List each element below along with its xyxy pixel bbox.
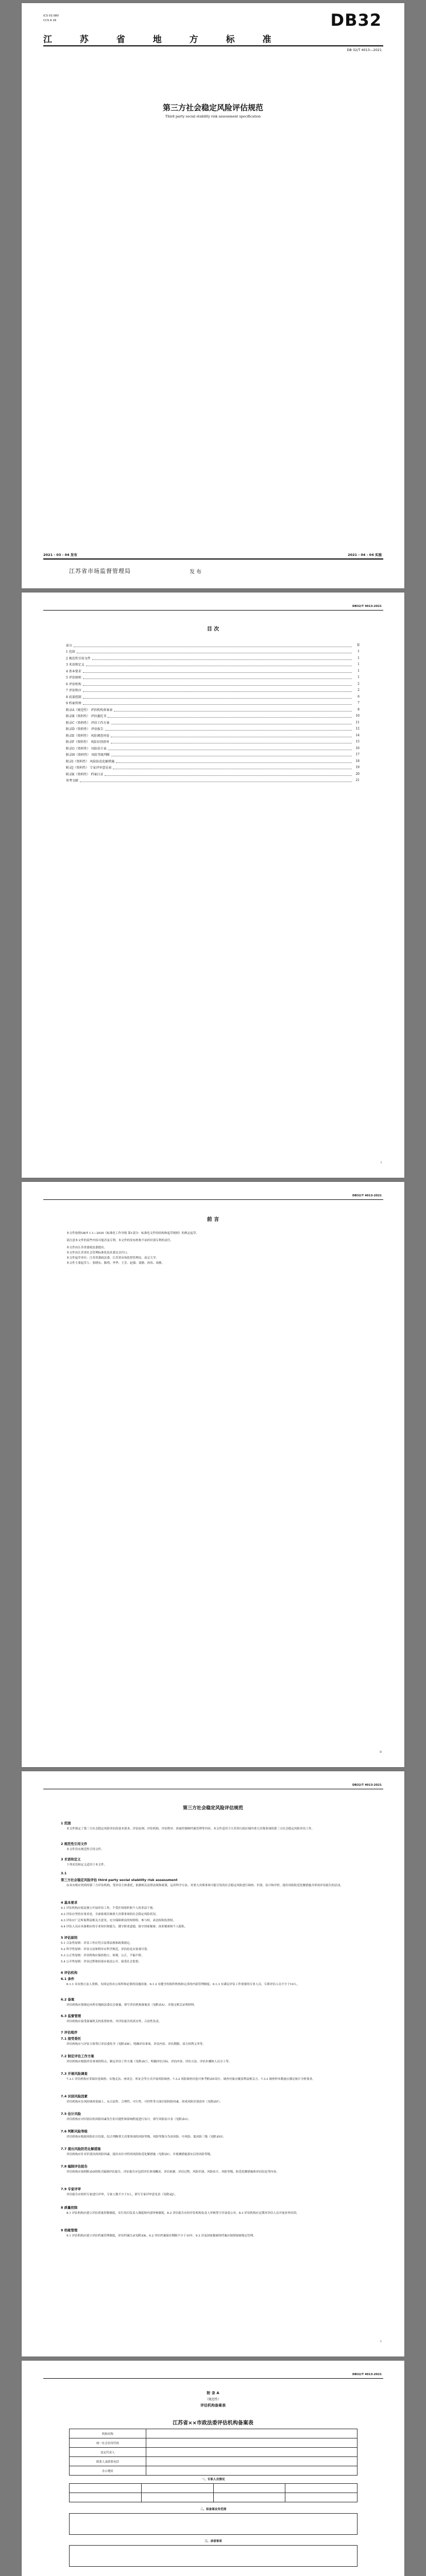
- toc-leader-dots: [83, 701, 352, 705]
- section-7-6-text: 评估机构应根据风险估计结果，综合判断重大决策事项的风险等级，风险等级分为高风险、中风险、低风险三级（见附录H）。: [66, 2136, 226, 2139]
- toc-entry[interactable]: [66, 777, 360, 784]
- blank-cell: [70, 2546, 357, 2567]
- section-6-3-text: 评估机构应接受备案机关的监督检查，对评估报告的真实性、合法性负责。: [66, 2020, 162, 2023]
- toc-entry-label: 附录G（资料性） 风险估计表: [66, 747, 107, 751]
- form-section-2: 二、拟备案业务范围: [200, 2508, 227, 2511]
- db-code: DB32: [330, 10, 382, 30]
- section-2-text: 本文件没有规范性引用文件。: [66, 1848, 104, 1851]
- toc-entry-label: 6 评估机构: [66, 682, 81, 686]
- section-6-3-heading: 6.3 监督管理: [61, 2014, 81, 2018]
- form-field-label: 办公地址: [70, 2466, 146, 2476]
- blank-cell: [213, 2484, 285, 2493]
- annex-type: （规范性）: [205, 2398, 221, 2401]
- section-1-heading: 1 范围: [61, 1821, 71, 1825]
- foreword-p4: 本文件由江苏省社会管理标准化技术委员会归口。: [66, 1251, 130, 1255]
- toc-entry-label: 附录I（资料性） 风险防范化解措施: [66, 759, 115, 764]
- toc-entry-page: 20: [355, 772, 360, 776]
- section-4-item-3: 4.3 评估应广泛听取利益相关方意见，充分保障群众的知情权、参与权、表达权和监督权。: [61, 1919, 176, 1922]
- section-7-2-heading: 7.2 制定评估工作方案: [61, 2054, 94, 2058]
- form-field-value[interactable]: [146, 2457, 357, 2466]
- toc-entry-page: II: [357, 643, 360, 647]
- body-page: [22, 1771, 404, 2357]
- section-6-1-heading: 6.1 条件: [61, 1977, 75, 1981]
- toc-entry-label: 附录H（资料性） 风险等级判断: [66, 753, 110, 757]
- toc-entry-page: 1: [357, 669, 360, 673]
- toc-entry-page: 10: [355, 714, 360, 718]
- section-7-5-text: 评估机构应对识别出的风险因素发生的可能性和影响程度进行估计，填写风险估计表（见附录G）。: [66, 2118, 192, 2121]
- page-header-code: DB32/T 4013-2021: [352, 1194, 382, 1197]
- toc-entry-label: 1 范围: [66, 650, 75, 654]
- toc-entry[interactable]: [66, 745, 360, 751]
- toc-leader-dots: [74, 643, 352, 647]
- toc-entry-page: 17: [355, 753, 360, 756]
- toc-leader-dots: [83, 682, 352, 686]
- standard-number: DB 32/T 4013—2021: [347, 48, 382, 52]
- toc-entry-page: 14: [355, 733, 360, 737]
- toc-entry-label: 附录D（资料性） 评估报告: [66, 727, 104, 731]
- publisher: 江苏省市场监督管理局: [69, 568, 131, 574]
- toc-entry[interactable]: [66, 771, 360, 777]
- blank-cell: [70, 2514, 357, 2535]
- annex-name: 评估机构备案表: [200, 2403, 226, 2408]
- section-3-text: 下列术语和定义适用于本文件。: [66, 1863, 107, 1867]
- section-9-heading: 9 档案管理: [61, 2228, 78, 2232]
- document-title-en: Third party social stability risk assessment specification: [165, 114, 261, 118]
- toc-entry-label: 前言: [66, 643, 73, 648]
- section-5-item-3: 5.3 公正性原则：评估机构应保持独立、客观、公正，不偏不倚。: [61, 1954, 144, 1957]
- section-3-1-text: 由具有相应资质的第三方评估机构，受评估主体委托，依据相关法律法规和政策，运用科学方法，对重大决策事项可能引发的社会稳定风险进行调查、识别、估计和评价，提出风险防范化解措施并形成评估报告的活动。: [66, 1884, 344, 1887]
- ics-code: ICS 03.080: [43, 14, 59, 18]
- document-title: 第三方社会稳定风险评估规范: [162, 103, 263, 112]
- toc-leader-dots: [111, 753, 352, 756]
- section-7-6-heading: 7.6 判断风险等级: [61, 2129, 88, 2133]
- section-5-heading: 5 评估原则: [61, 1936, 78, 1940]
- toc-leader-dots: [92, 656, 352, 660]
- foreword-p2: 请注意本文件的某些内容可能涉及专利。本文件的发布机构不承担识别专利的责任。: [66, 1239, 173, 1242]
- toc-leader-dots: [83, 669, 352, 673]
- section-6-heading: 6 评估机构: [61, 1971, 78, 1975]
- registration-form: [69, 2429, 357, 2476]
- toc-entry[interactable]: [66, 752, 360, 758]
- form-row: [70, 2457, 357, 2466]
- toc-entry[interactable]: [66, 655, 360, 661]
- form-section-3: 三、承诺事项: [205, 2540, 222, 2543]
- form-field-label: 统一社会信用代码: [70, 2438, 146, 2448]
- toc-entry-label: 5 评估原则: [66, 676, 81, 680]
- toc-entry[interactable]: [66, 693, 360, 700]
- foreword-page: [22, 1182, 404, 1767]
- section-5-item-4: 5.4 公开性原则：评估过程和结果应依法公开，接受社会监督。: [61, 1960, 142, 1963]
- toc-entry[interactable]: [66, 706, 360, 713]
- toc-entry[interactable]: [66, 719, 360, 725]
- form-title: 江苏省××市政法委评估机构备案表: [173, 2420, 253, 2426]
- toc-entry-label: 附录C（资料性） 评估工作方案: [66, 721, 110, 725]
- toc-entry-label: 4 基本要求: [66, 669, 81, 673]
- section-6-2-text: 评估机构应按规定向所在地政法委员会备案，填写评估机构备案表（见附录A），并提交相关证明材料。: [66, 2004, 197, 2007]
- publish-date: 2021 - 03 - 04 发布: [43, 553, 77, 557]
- publish-label: 发 布: [190, 569, 202, 575]
- toc-leader-dots: [111, 740, 352, 743]
- section-7-7-heading: 7.7 提出风险防范化解措施: [61, 2147, 101, 2151]
- form-row: [70, 2438, 357, 2448]
- section-4-item-1: 4.1 评估机构应依法独立开展评估工作，不受任何组织和个人的非法干预。: [61, 1907, 156, 1910]
- toc-entry[interactable]: [66, 732, 360, 738]
- body-title: 第三方社会稳定风险评估规范: [182, 1806, 243, 1811]
- toc-entry-page: 1: [357, 656, 360, 660]
- page-header-code: DB32/T 4013-2021: [352, 1784, 382, 1787]
- section-8-heading: 8 质量控制: [61, 2206, 78, 2210]
- foreword-p5: 本文件起草单位：江苏省委政法委、江苏省市场监督管理局、南京大学。: [66, 1257, 159, 1260]
- annex-a-page: [22, 2361, 404, 2576]
- toc-entry[interactable]: [66, 739, 360, 745]
- toc-entry-label: 附录B（资料性） 评估委托书: [66, 715, 107, 718]
- cover-rule-top: [43, 45, 383, 46]
- toc-entry-page: 21: [355, 778, 360, 782]
- blank-cell: [141, 2493, 213, 2502]
- toc-leader-dots: [108, 747, 352, 750]
- form-field-value[interactable]: [146, 2466, 357, 2476]
- section-3-heading: 3 术语和定义: [61, 1857, 81, 1861]
- section-2-heading: 2 规范性引用文件: [61, 1842, 88, 1846]
- form-field-value[interactable]: [146, 2438, 357, 2448]
- toc-entry-page: 2: [357, 682, 360, 686]
- toc-entry-page: 18: [355, 759, 360, 763]
- toc-entry[interactable]: [66, 726, 360, 732]
- toc-entry-label: 附录J（资料性） 专家评审意见表: [66, 766, 112, 770]
- toc-entry-page: 2: [357, 688, 360, 692]
- toc-entry-page: 12: [355, 727, 360, 731]
- toc-leader-dots: [80, 778, 352, 782]
- section-4-heading: 4 基本要求: [61, 1901, 78, 1905]
- section-6-1-text: 6.1.1 具有独立法人资格，有固定的办公场所和必要的设施设备。6.1.2 有健全的组织机构和完善的内部管理制度。6.1.3 有满足评估工作需要的专业人员，专职评估人员不少于10人。: [66, 1983, 300, 1986]
- page-number: 1: [380, 2340, 382, 2343]
- section-7-5-heading: 7.5 估计风险: [61, 2112, 81, 2116]
- toc-leader-dots: [111, 734, 352, 737]
- toc-entry-page: 16: [355, 746, 360, 750]
- implement-date: 2021 - 04 - 04 实施: [348, 553, 382, 557]
- toc-entry[interactable]: [66, 668, 360, 674]
- toc-entry[interactable]: [66, 681, 360, 687]
- toc-entry-page: 19: [355, 766, 360, 769]
- toc-entry-label: 3 术语和定义: [66, 663, 84, 667]
- toc-leader-dots: [113, 766, 352, 769]
- toc-leader-dots: [105, 772, 352, 776]
- section-6-2-heading: 6.2 备案: [61, 1997, 75, 2002]
- toc-entry[interactable]: [66, 649, 360, 655]
- section-4-item-4: 4.4 评估人员应具备相应的专业知识和能力，遵守职业道德，保守国家秘密、商业秘密和个人隐私。: [61, 1925, 188, 1928]
- form-scope-table: [69, 2513, 357, 2535]
- toc-entry-page: 11: [355, 720, 360, 724]
- header-rule: [43, 2378, 383, 2379]
- form-field-value[interactable]: [146, 2448, 357, 2457]
- toc-leader-dots: [105, 727, 352, 731]
- form-field-value[interactable]: [146, 2429, 357, 2438]
- toc-entry-label: 附录K（资料性） 档案目录: [66, 772, 104, 776]
- toc-leader-dots: [83, 695, 352, 699]
- form-commit-table: [69, 2545, 357, 2567]
- blank-cell: [141, 2484, 213, 2493]
- form-field-label: 机构名称: [70, 2429, 146, 2438]
- foreword-p1: 本文件按照GB/T 1.1—2020《标准化工作导则 第1部分：标准化文件的结构和起草规则》的规定起草。: [66, 1232, 199, 1235]
- toc-leader-dots: [86, 663, 352, 666]
- section-7-3-text: 7.3.1 评估机构应采取问卷调查、实地走访、座谈会、听证会等方式开展风险调查。7.3.2 风险调查问卷可参考附录E设计，调查对象应覆盖利益相关方。7.3.3 调查样本数量应满足统计分析要求。: [66, 2078, 315, 2081]
- form-row: [70, 2448, 357, 2457]
- blank-cell: [285, 2484, 357, 2493]
- toc-entry-label: 附录E（资料性） 风险调查问卷: [66, 734, 110, 738]
- blank-cell: [70, 2484, 142, 2493]
- annex-label: 附 录 A: [207, 2391, 219, 2395]
- foreword-p6: 本文件主要起草人：张晓东、陈明、李华、王芳、赵强、刘静、孙伟、周敏。: [66, 1262, 165, 1265]
- toc-entry-page: 8: [357, 707, 360, 711]
- toc-entry-label: 参考文献: [66, 779, 79, 783]
- blank-cell: [213, 2493, 285, 2502]
- section-7-4-heading: 7.4 识别风险因素: [61, 2094, 88, 2098]
- section-5-item-2: 5.2 科学性原则：评估方法和程序应科学规范，评估结论应客观可靠。: [61, 1948, 150, 1951]
- form-staff-table: [69, 2483, 357, 2502]
- toc-title: 目 次: [207, 626, 219, 632]
- toc-entry-label: 8 质量控制: [66, 695, 81, 699]
- section-7-heading: 7 评估程序: [61, 2030, 78, 2035]
- region-title: 江 苏 省 地 方 标 准: [43, 35, 284, 45]
- toc-entry[interactable]: [66, 700, 360, 706]
- toc-entry-label: 9 档案管理: [66, 702, 81, 705]
- foreword-title: 前 言: [207, 1217, 219, 1223]
- form-field-label: 法定代表人: [70, 2448, 146, 2457]
- toc-entry[interactable]: [66, 687, 360, 693]
- page-number: I: [381, 1161, 382, 1164]
- toc-entry-label: 附录F（资料性） 风险识别清单: [66, 740, 110, 744]
- toc-entry[interactable]: [66, 674, 360, 681]
- header-rule: [43, 1199, 383, 1200]
- section-3-1-number: 3.1: [61, 1871, 67, 1875]
- toc-leader-dots: [111, 721, 352, 724]
- foreword-p3: 本文件由江苏省委政法委提出。: [66, 1246, 107, 1249]
- section-7-3-heading: 7.3 开展风险调查: [61, 2072, 88, 2076]
- section-8-text: 8.1 评估机构应建立评估质量控制制度，实行项目负责人制度和内部审核制度。8.2 评估报告应经评估机构负责人审核签字并加盖公章。8.3 评估机构应定期对评估人员开展业务培训。: [66, 2212, 299, 2215]
- toc-entry[interactable]: [66, 713, 360, 719]
- section-5-item-1: 5.1 合法性原则：评估工作应符合法律法规和政策规定。: [61, 1942, 133, 1945]
- toc-leader-dots: [108, 714, 352, 718]
- toc-entry-page: 7: [357, 701, 360, 705]
- section-7-2-text: 评估机构应根据评估事项的特点，制定评估工作方案（见附录C），明确评估目标、评估内容、评估方法、评估步骤和人员分工等。: [66, 2060, 232, 2063]
- toc-leader-dots: [83, 675, 352, 679]
- ccs-code: CCS A 16: [43, 19, 57, 22]
- header-rule: [43, 610, 383, 611]
- toc-entry[interactable]: [66, 758, 360, 764]
- section-7-9-text: 评估报告应组织专家进行评审，专家人数不少于5人，填写专家评审意见表（见附录J）。: [66, 2193, 178, 2196]
- section-1-text: 本文件规定了第三方社会稳定风险评估的基本要求、评估原则、评估机构、评估程序、质量控制和档案管理等内容。本文件适用于江苏省行政区域内重大决策事项的第三方社会稳定风险评估工作。: [66, 1827, 315, 1831]
- section-7-8-text: 评估机构应按照附录D的格式编制评估报告，评估报告应包括评估事项概况、评估依据、评估过程、风险识别、风险估计、风险等级、防范化解措施和评估结论等内容。: [66, 2171, 279, 2174]
- toc-entry[interactable]: [66, 662, 360, 668]
- toc-entry[interactable]: [66, 765, 360, 771]
- toc-entry-page: 1: [357, 675, 360, 679]
- toc-entry-label: 2 规范性引用文件: [66, 656, 91, 660]
- page-header-code: DB32/T 4013-2021: [352, 605, 382, 608]
- cover-page: [22, 3, 404, 588]
- toc-leader-dots: [77, 650, 352, 653]
- blank-cell: [70, 2493, 142, 2502]
- section-3-1-term: 第三方社会稳定风险评估 third party social stability risk assessment: [61, 1878, 178, 1882]
- toc-entry-label: 7 评估程序: [66, 689, 81, 692]
- toc-page: [22, 592, 404, 1178]
- toc-entry-label: 附录A（规范性） 评估机构备案表: [66, 708, 113, 712]
- page-header-code: DB32/T 4013-2021: [352, 2373, 382, 2376]
- toc-entry-page: 6: [357, 694, 360, 699]
- section-7-4-text: 评估机构应在风险调查基础上，从合法性、合理性、可行性、可控性等方面识别风险因素，形成风险识别清单（见附录F）。: [66, 2100, 223, 2104]
- toc-leader-dots: [116, 759, 352, 763]
- section-7-1-heading: 7.1 接受委托: [61, 2037, 81, 2041]
- toc-entry[interactable]: [66, 642, 360, 648]
- page-number: II: [380, 1751, 382, 1754]
- form-row: [70, 2466, 357, 2476]
- section-9-text: 9.1 评估机构应建立评估档案管理制度，评估档案目录见附录K。9.2 评估档案保存期限不少于10年。9.3 涉及国家秘密的档案应按照保密规定管理。: [66, 2234, 256, 2238]
- section-7-8-heading: 7.8 编制评估报告: [61, 2164, 88, 2168]
- toc-entry-page: 1: [357, 650, 360, 653]
- cover-rule-bottom: [43, 558, 383, 560]
- section-4-item-2: 4.2 评估应坚持实事求是，全面客观反映重大决策事项的社会稳定风险状况。: [61, 1913, 159, 1916]
- form-field-label: 联系人及联系电话: [70, 2457, 146, 2466]
- section-7-7-text: 评估机构应针对识别出的风险因素，提出有针对性的风险防范化解措施（见附录I），并预测措施落实后的风险等级。: [66, 2153, 213, 2156]
- form-row: [70, 2429, 357, 2438]
- toc-leader-dots: [114, 708, 352, 711]
- form-section-1: 一、专职人员情况: [201, 2478, 225, 2481]
- blank-cell: [285, 2493, 357, 2502]
- toc-leader-dots: [83, 688, 352, 692]
- section-7-9-heading: 7.9 专家评审: [61, 2187, 81, 2191]
- toc-entry-page: 15: [355, 740, 360, 743]
- section-7-1-text: 评估机构应与评估主体签订评估委托书（见附录B），明确评估事项、评估内容、评估期限、双方权利义务等。: [66, 2043, 206, 2046]
- toc-entry-page: 1: [357, 663, 360, 666]
